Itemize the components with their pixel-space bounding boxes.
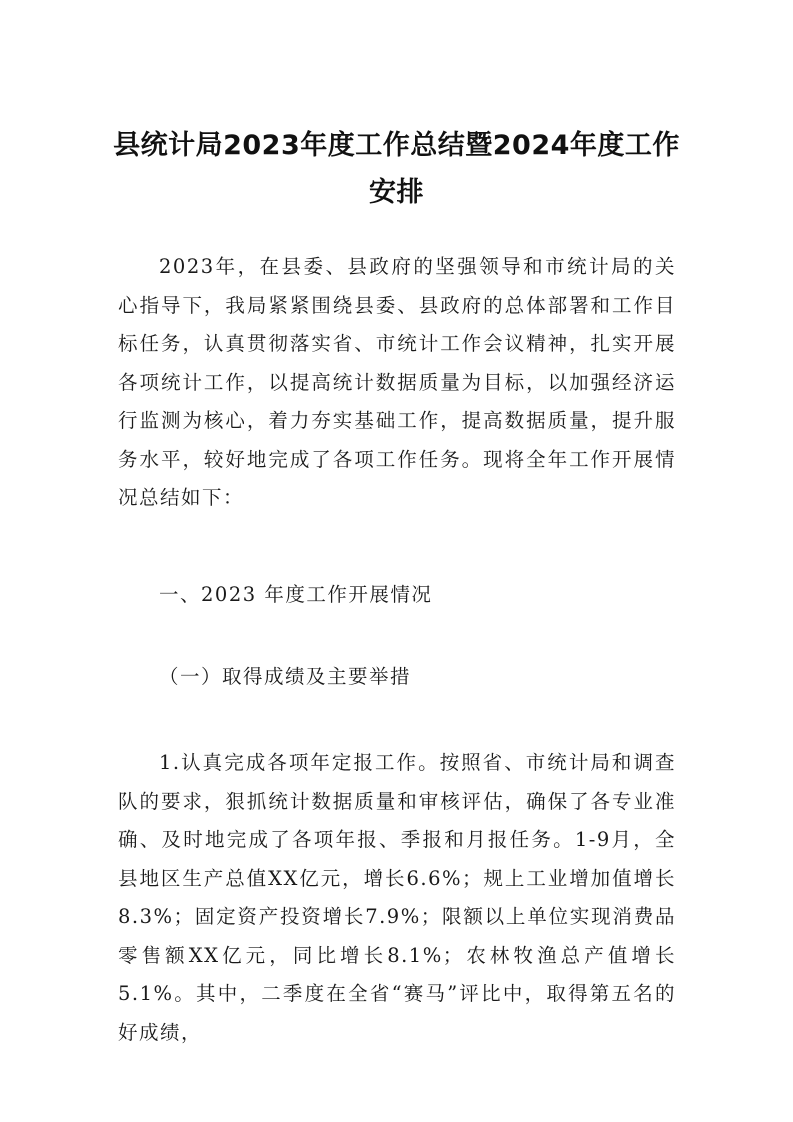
subsection-heading: （一）取得成绩及主要举措 xyxy=(159,665,412,688)
item-paragraph: 1.认真完成各项年定报工作。按照省、市统计局和调查队的要求，狠抓统计数据质量和审核评估，确保了各专业准确、及时地完成了各项年报、季报和月报任务。1-9月，全县地区生产总值XX亿元，增长6.6%；规上工业增加值增长8.3%；固定资产投资增长7.9%；限额以上单位实现消费品零售额XX亿元，同比增长8.1%；农林牧渔总产值增长5.1%。其中，二季度在全省“赛马”评比中，取得第五名的好成绩， xyxy=(118,751,676,1044)
document-title: 县统计局2023年度工作总结暨2024年度工作安排 xyxy=(113,130,680,208)
section-heading: 一、2023 年度工作开展情况 xyxy=(159,583,433,606)
intro-paragraph: 2023年，在县委、县政府的坚强领导和市统计局的关心指导下，我局紧紧围绕县委、县政府的总体部署和工作目标任务，认真贯彻落实省、市统计工作会议精神，扎实开展各项统计工作，以提高统计数据质量为目标，以加强经济运行监测为核心，着力夯实基础工作，提高数据质量，提升服务水平，较好地完成了各项工作任务。现将全年工作开展情况总结如下： xyxy=(118,255,676,509)
